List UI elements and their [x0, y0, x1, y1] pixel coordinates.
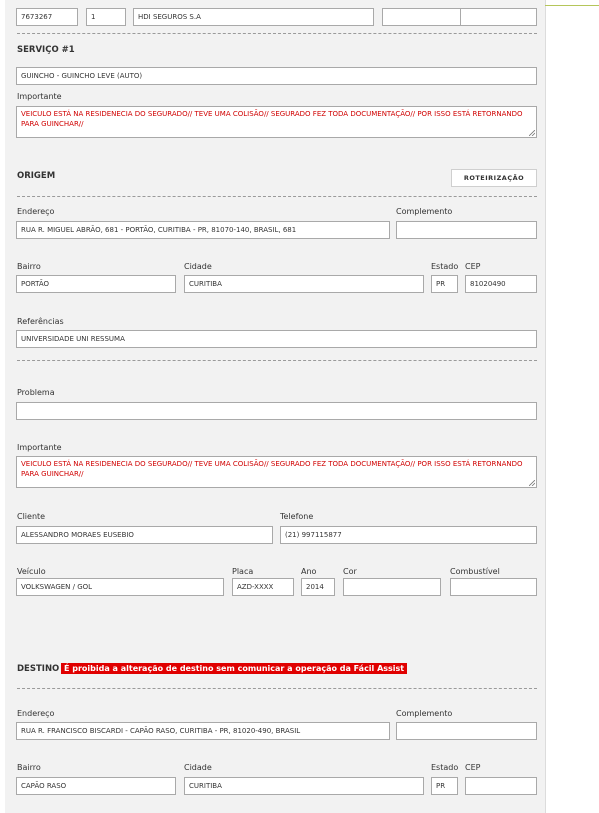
resize-grip-icon[interactable]: [529, 130, 535, 136]
placa-field[interactable]: AZD-XXXX: [232, 578, 294, 596]
destino-cidade-field[interactable]: CURITIBA: [184, 777, 424, 795]
destino-endereco-field[interactable]: RUA R. FRANCISCO BISCARDI - CAPÃO RASO, CURITIBA - PR, 81020-490, BRASIL: [16, 722, 390, 740]
endereco-label: Endereço: [17, 207, 55, 216]
ano-field[interactable]: 2014: [301, 578, 335, 596]
service-title: SERVIÇO #1: [17, 45, 75, 55]
extra-field-1[interactable]: [382, 8, 461, 26]
estado-label: Estado: [431, 763, 459, 772]
origem-referencias-field[interactable]: UNIVERSIDADE UNI RESSUMA: [16, 330, 537, 348]
origem-estado-field[interactable]: PR: [431, 275, 458, 293]
origem-complemento-field[interactable]: [396, 221, 537, 239]
problema-importante-text: VEICULO ESTÁ NA RESIDENECIA DO SEGURADO// TEVE UMA COLISÃO// SEGURADO FEZ TODA DOCUMENTAÇÃO// POR ISSO ESTÁ RETORNANDO PARA GUINCHAR//: [21, 460, 523, 478]
referencias-label: Referências: [17, 317, 64, 326]
origem-bairro-field[interactable]: PORTÃO: [16, 275, 176, 293]
cliente-label: Cliente: [17, 512, 46, 521]
veiculo-field[interactable]: VOLKSWAGEN / GOL: [16, 578, 224, 596]
service-importante-textarea[interactable]: [16, 106, 537, 138]
divider: [17, 688, 537, 689]
telefone-field[interactable]: (21) 997115877: [280, 526, 537, 544]
destino-warning-badge: É proibida a alteração de destino sem comunicar a operação da Fácil Assist: [61, 663, 407, 674]
resize-grip-icon[interactable]: [529, 480, 535, 486]
cidade-label: Cidade: [184, 262, 212, 271]
destino-estado-field[interactable]: PR: [431, 777, 458, 795]
top-accent-line: [545, 5, 599, 6]
origem-title: ORIGEM: [17, 171, 56, 181]
destino-complemento-field[interactable]: [396, 722, 537, 740]
ano-label: Ano: [301, 567, 317, 576]
veiculo-label: Veículo: [17, 567, 46, 576]
placa-label: Placa: [232, 567, 254, 576]
complemento-label: Complemento: [396, 709, 453, 718]
divider: [17, 33, 537, 34]
origem-cep-field[interactable]: 81020490: [465, 275, 537, 293]
cidade-label: Cidade: [184, 763, 212, 772]
destino-cep-field[interactable]: [465, 777, 537, 795]
estado-label: Estado: [431, 262, 459, 271]
extra-field-2[interactable]: [460, 8, 537, 26]
importante-label: Importante: [17, 443, 62, 452]
cep-label: CEP: [465, 262, 481, 271]
divider: [17, 360, 537, 361]
service-importante-text: VEICULO ESTÁ NA RESIDENECIA DO SEGURADO// TEVE UMA COLISÃO// SEGURADO FEZ TODA DOCUMENTAÇÃO// POR ISSO ESTÁ RETORNANDO PARA GUINCHAR//: [21, 110, 523, 128]
cor-field[interactable]: [343, 578, 441, 596]
divider: [17, 196, 537, 197]
cep-label: CEP: [465, 763, 481, 772]
telefone-label: Telefone: [280, 512, 314, 521]
service-field[interactable]: GUINCHO - GUINCHO LEVE (AUTO): [16, 67, 537, 85]
combustivel-label: Combustível: [450, 567, 500, 576]
bairro-label: Bairro: [17, 763, 41, 772]
destino-title: DESTINO: [17, 664, 60, 674]
origem-endereco-field[interactable]: RUA R. MIGUEL ABRÃO, 681 - PORTÃO, CURITIBA - PR, 81070-140, BRASIL, 681: [16, 221, 390, 239]
number-field[interactable]: 1: [86, 8, 126, 26]
destino-bairro-field[interactable]: CAPÃO RASO: [16, 777, 176, 795]
problema-field[interactable]: [16, 402, 537, 420]
origem-cidade-field[interactable]: CURITIBA: [184, 275, 424, 293]
insurer-field[interactable]: HDI SEGUROS S.A: [133, 8, 374, 26]
combustivel-field[interactable]: [450, 578, 537, 596]
endereco-label: Endereço: [17, 709, 55, 718]
complemento-label: Complemento: [396, 207, 453, 216]
importante-label: Importante: [17, 92, 62, 101]
cor-label: Cor: [343, 567, 357, 576]
code-field[interactable]: 7673267: [16, 8, 78, 26]
problema-importante-textarea[interactable]: [16, 456, 537, 488]
bairro-label: Bairro: [17, 262, 41, 271]
roteirizacao-button[interactable]: ROTEIRIZAÇÃO: [451, 169, 537, 187]
cliente-field[interactable]: ALESSANDRO MORAES EUSEBIO: [16, 526, 273, 544]
problema-label: Problema: [17, 388, 55, 397]
